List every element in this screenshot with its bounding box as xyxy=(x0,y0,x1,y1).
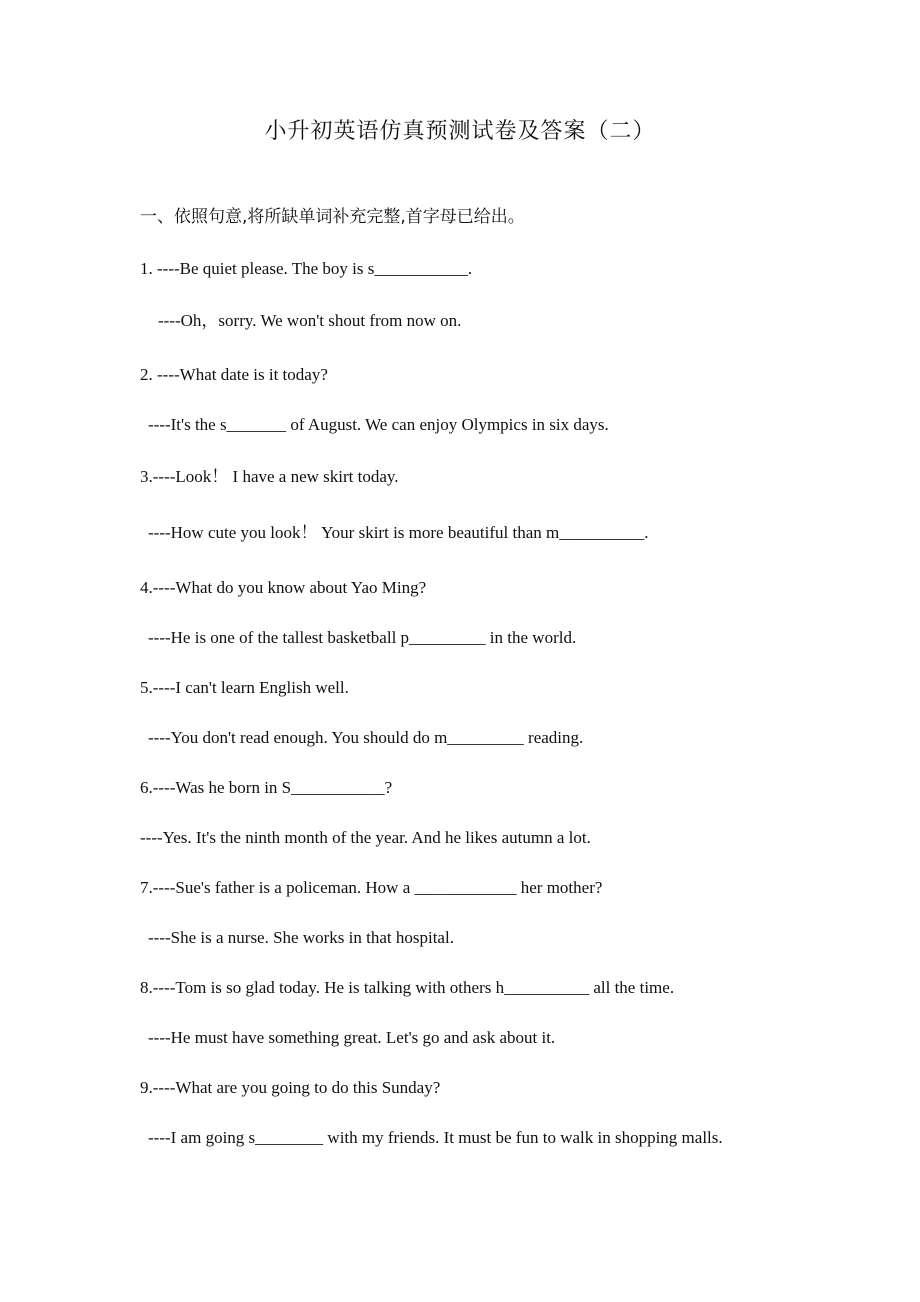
answer-line-2: ----It's the s_______ of August. We can enjoy Olympics in six days. xyxy=(148,415,609,434)
question-line-3: 3.----Look！ I have a new skirt today. xyxy=(140,467,399,486)
answer-line-4: ----He is one of the tallest basketball p_________ in the world. xyxy=(148,628,577,647)
question-line-2: 2. ----What date is it today? xyxy=(140,365,328,384)
question-line-4: 4.----What do you know about Yao Ming? xyxy=(140,578,427,597)
answer-line-9: ----I am going s________ with my friends. It must be fun to walk in shopping malls. xyxy=(148,1128,723,1147)
question-line-5: 5.----I can't learn English well. xyxy=(140,678,349,697)
answer-line-6: ----Yes. It's the ninth month of the year. And he likes autumn a lot. xyxy=(140,828,591,847)
question-line-8: 8.----Tom is so glad today. He is talking with others h__________ all the time. xyxy=(140,978,675,997)
answer-line-1: ----Oh，sorry. We won't shout from now on. xyxy=(158,311,462,330)
answer-line-7: ----She is a nurse. She works in that hospital. xyxy=(148,928,454,947)
question-line-9: 9.----What are you going to do this Sunday? xyxy=(140,1078,441,1097)
answer-line-8: ----He must have something great. Let's go and ask about it. xyxy=(148,1028,556,1047)
answer-line-5: ----You don't read enough. You should do m_________ reading. xyxy=(148,728,584,747)
question-line-7: 7.----Sue's father is a policeman. How a ____________ her mother? xyxy=(140,878,603,897)
section-heading: 一、依照句意,将所缺单词补充完整,首字母已给出。 xyxy=(140,207,525,227)
answer-line-3: ----How cute you look！ Your skirt is more beautiful than m__________. xyxy=(148,523,649,542)
question-line-6: 6.----Was he born in S___________? xyxy=(140,778,393,797)
question-line-1: 1. ----Be quiet please. The boy is s___________. xyxy=(140,259,473,278)
page-title: 小升初英语仿真预测试卷及答案（二） xyxy=(264,119,656,144)
